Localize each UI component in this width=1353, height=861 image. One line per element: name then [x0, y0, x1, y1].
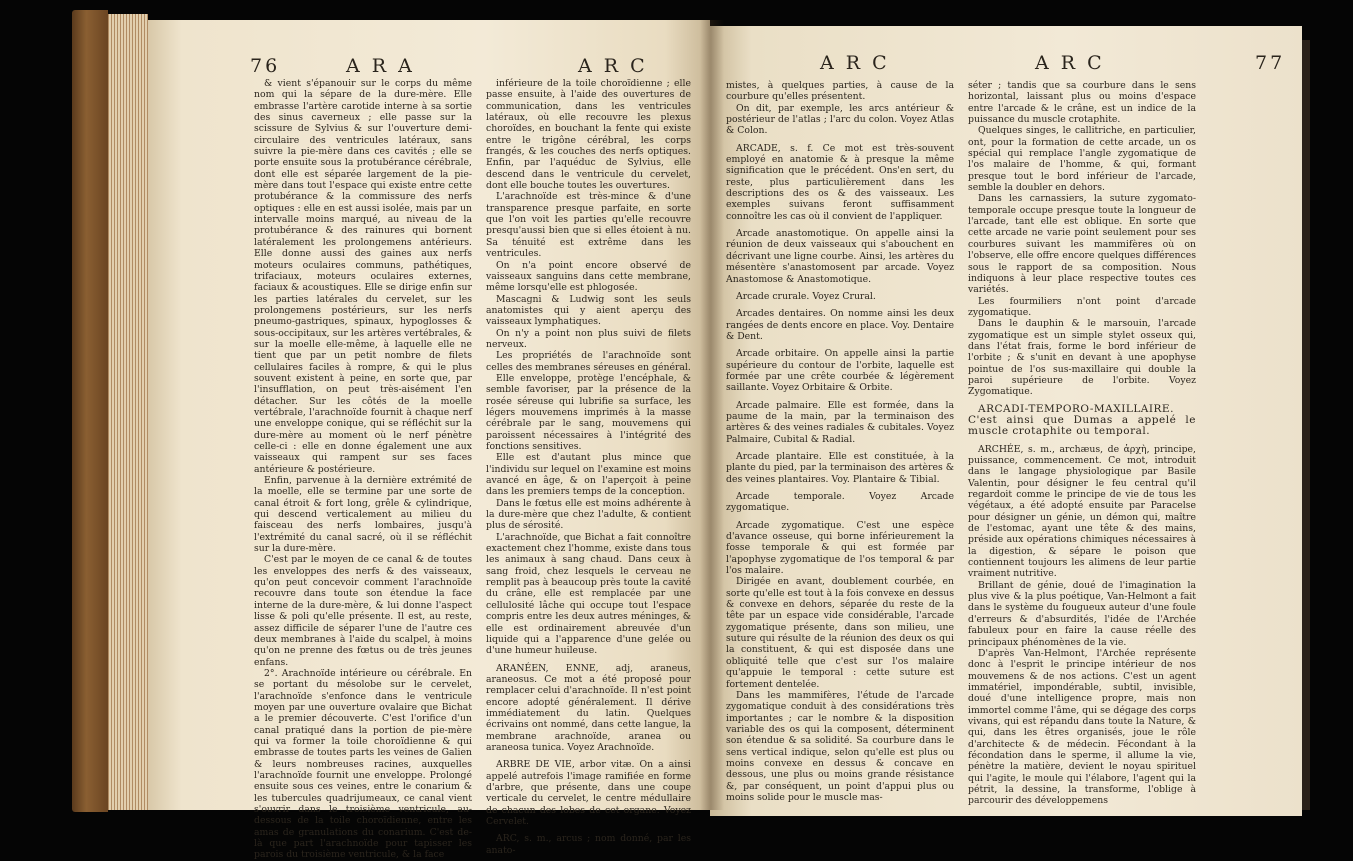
left-page-number: 76 [250, 55, 281, 77]
entry-arcadi-temporo-maxillaire: ARCADI-TEMPORO-MAXILLAIRE. C'est ainsi que Dumas a appelé le muscle crotaphite ou temporal. [968, 402, 1196, 438]
paragraph: Quelques singes, le callitriche, en particulier, ont, pour la formation de cette arcade, un os spécial qui remplace l'angle zygomatique de l'os malaire de l'homme, & qui, formant presque tout le bord inférieur de l'arcade, semble la doubler en dehors. [968, 125, 1196, 194]
left-column-1 [254, 78, 472, 861]
paragraph: Les fourmiliers n'ont point d'arcade zygomatique. [968, 295, 1196, 318]
entry-arcade-anastomotique: Arcade anastomotique. On appelle ainsi la réunion de deux vaisseaux qui s'abouchent en décrivant une ligne courbe. Ainsi, les artères du mésentère s'anastomosent par arcade. Voyez Anastomose & Anastomotique. [726, 228, 954, 285]
entry-arcade-orbitaire: Arcade orbitaire. On appelle ainsi la partie supérieure du contour de l'orbite, laquelle est formée par une crête courbée & légèrement saillante. Voyez Orbitaire & Orbite. [726, 348, 954, 394]
paragraph: mistes, à quelques parties, à cause de la courbure qu'elles présentent. [726, 80, 954, 103]
right-column-2 [968, 80, 1196, 810]
paragraph: & vient s'épanouir sur le corps du même nom qui la sépare de la dure-mère. Elle embrasse l'artère carotide interne à sa sortie des sinus caverneux ; elle passe sur la scissure de Sylvius & sur l'ouverture demi-circulaire des ventricules latéraux, sans suivre la pie-mère dans ces cavités ; elle se porte ensuite sous la protubérance cérébrale, dont elle est séparée largement de la pie-mère dans tout l'espace qui existe entre cette protubérance & la commissure des nerfs optiques : elle en est aussi isolée, mais par un intervalle moins marqué, au niveau de la protubérance & des rainures qui bornent latéralement les prolongemens antérieurs. Elle donne aussi des gaines aux nerfs moteurs oculaires communs, pathétiques, trifaciaux, moteurs oculaires externes, faciaux & acoustiques. Elle se dirige enfin sur les parties latérales du cervelet, sur les prolongemens postérieurs, sur les nerfs pneumo-gastriques, spinaux, hypoglosses & sous-occipitaux, sur les artères vertébrales, & sur la moelle elle-même, à laquelle elle ne tient que par un petit nombre de filets cellulaires faciles à rompre, & qui le plus souvent existent à peine, en sorte que, par l'insufflation, on peut très-aisément l'en détacher. Sur les côtés de la moelle vertébrale, l'arachnoïde fournit à chaque nerf une enveloppe conique, qui se réfléchit sur la dure-mère au moment où le nerf pénètre celle-ci : elle en donne également une aux vaisseaux qui rampent sur ses faces antérieure & postérieure. [254, 78, 472, 475]
entry-arcade-temporale: Arcade temporale. Voyez Arcade zygomatique. [726, 491, 954, 514]
entry-arcades-dentaires: Arcades dentaires. On nomme ainsi les deux rangées de dents encore en place. Voy. Dentaire & Dent. [726, 308, 954, 342]
paragraph: On n'y a point non plus suivi de filets nerveux. [486, 327, 691, 350]
page-edges [108, 14, 148, 810]
paragraph: séter ; tandis que sa courbure dans le sens horizontal, laissant plus ou moins d'espace entre l'arcade & le crâne, est un indice de la puissance du muscle crotaphite. [968, 80, 1196, 126]
paragraph: Brillant de génie, doué de l'imagination la plus vive & la plus poétique, Van-Helmont a fait dans le système du fougueux auteur d'une foule d'erreurs & d'absurdités, l'idée de l'Archée fabuleux pour en faire la cause réelle des principaux phénomènes de la vie. [968, 579, 1196, 648]
paragraph: Dans le fœtus elle est moins adhérente à la dure-mère que chez l'adulte, & contient plus de sérosité. [486, 497, 691, 532]
paragraph: Enfin, parvenue à la dernière extrémité de la moelle, elle se termine par une sorte de canal étroit & fort long, grêle & cylindrique, qui descend verticalement au milieu du faisceau des nerfs lombaires, jusqu'à l'extrémité du canal sacré, où il se réfléchit sur la dure-mère. [254, 475, 472, 555]
left-running-head-1: A R A [346, 55, 415, 77]
entry-arcade: ARCADE, s. f. Ce mot est très-souvent employé en anatomie & à presque la même signification que le précédent. Ons'en sert, du reste, plus particulièrement dans les descriptions des os & des vaisseaux. Les exemples suivans feront suffisamment connoître les cas où il convient de l'appliquer. [726, 142, 954, 222]
right-page [710, 26, 1302, 816]
paragraph: Les propriétés de l'arachnoïde sont celles des membranes séreuses en général. [486, 350, 691, 373]
paragraph: On n'a point encore observé de vaisseaux sanguins dans cette membrane, même lorsqu'elle est phlogosée. [486, 259, 691, 294]
left-page [148, 20, 710, 861]
paragraph: Elle est d'autant plus mince que l'individu sur lequel on l'examine est moins avancé en âge, & on l'aperçoit à peine dans les premiers temps de la conception. [486, 452, 691, 498]
paragraph: Dans les carnassiers, la suture zygomato-temporale occupe presque toute la longueur de l'arcade, tant elle est oblique. En sorte que cette arcade ne varie point seulement pour ses courbures suivant les mammifères où on l'observe, elle offre encore quelques différences sous le rapport de sa composition. Nous indiquons à leur place respective toutes ces variétés. [968, 193, 1196, 296]
paragraph: L'arachnoïde est très-mince & d'une transparence presque parfaite, en sorte que l'on voit les parties qu'elle recouvre presqu'aussi bien que si elles étoient à nu. Sa ténuité est extrême dans les ventricules. [486, 191, 691, 260]
entry-arbre-de-vie: ARBRE DE VIE, arbor vitæ. On a ainsi appelé autrefois l'image ramifiée en forme d'arbre, que présente, dans une coupe verticale du cervelet, le centre médullaire de chacun des lobes de cet organe. Voyez Cervelet. [486, 759, 691, 827]
paragraph: Dans le dauphin & le marsouin, l'arcade zygomatique est un simple stylet osseux qui, dans l'état frais, forme le bord inférieur de l'orbite ; & s'unit en devant à une apophyse pointue de l'os sus-maxillaire qui double la paroi supérieure de l'orbite. Voyez Zygomatique. [968, 318, 1196, 398]
paragraph: D'après Van-Helmont, l'Archée représente donc à l'esprit le principe intérieur de nos mouvemens & de nos actions. C'est un agent immatériel, impondérable, subtil, invisible, doué d'une intelligence propre, mais non immortel comme l'âme, qui se dégage des corps vivans, qui est répandu dans toute la Nature, & qui, dans les êtres organisés, joue le rôle d'architecte & de médecin. Fécondant à la fécondation dans le sperme, il allume la vie, pénètre la matière, devient le noyau spirituel qui l'agite, le moule qui l'élabore, l'agent qui la pétrit, la dessine, la transforme, l'oblige à parcourir des développemens [968, 647, 1196, 807]
paragraph: inférieure de la toile choroïdienne ; elle passe ensuite, à l'aide des ouvertures de communication, dans les ventricules latéraux, où elle recouvre les plexus choroïdes, en bouchant la fente qui existe entre le trigône cérébral, les corps frangés, & les couches des nerfs optiques. Enfin, par l'aquéduc de Sylvius, elle descend dans le ventricule du cervelet, dont elle bouche toutes les ouvertures. [486, 78, 691, 192]
entry-archee: ARCHÉE, s. m., archæus, de ἀρχὴ, principe, puissance, commencement. Ce mot, introduit dans le langage physiologique par Basile Valentin, pour désigner le feu central qu'il regardoit comme le principe de vie de tous les végétaux, a été adopté ensuite par Paracelse pour désigner un génie, un démon qui, maître de l'estomac, ayant une tête & des mains, préside aux opérations chimiques nécessaires à la digestion, & sépare le poison que contiennent toujours les alimens de leur partie vraiment nutritive. [968, 443, 1196, 580]
right-page-number: 77 [1255, 52, 1286, 74]
paragraph: Elle enveloppe, protège l'encéphale, & semble favoriser, par la présence de la rosée séreuse qui lubrifie sa surface, les légers mouvemens imprimés à la masse cérébrale par le sang, mouvemens qui paroissent nécessaires à l'intégrité des fonctions sensitives. [486, 372, 691, 452]
paragraph: L'arachnoïde, que Bichat a fait connoître exactement chez l'homme, existe dans tous les animaux à sang chaud. Dans ceux à sang froid, chez lesquels le cerveau ne remplit pas à beaucoup près toute la cavité du crâne, elle est remplacée par une cellulosité lâche qui occupe tout l'espace compris entre les deux autres méninges, & elle est ordinairement abreuvée d'un liquide qui a l'apparence d'une gelée ou d'une humeur huileuse. [486, 531, 691, 657]
entry-arcade-plantaire: Arcade plantaire. Elle est constituée, à la plante du pied, par la terminaison des artères & des veines plantaires. Voy. Plantaire & Tibial. [726, 450, 954, 485]
left-column-2 [486, 78, 691, 856]
book-cover-left [72, 10, 108, 812]
right-column-1 [726, 80, 954, 810]
paragraph: Dans les mammifères, l'étude de l'arcade zygomatique conduit à des considérations très importantes ; car le nombre & la disposition variable des os qui la composent, déterminent son étendue & sa solidité. Sa courbure dans le sens vertical indique, selon qu'elle est plus ou moins convexe en dessus & concave en dessous, une plus ou moins grande résistance &, par conséquent, un point d'appui plus ou moins solide pour le muscle mas- [726, 689, 954, 803]
entry-arcade-crurale: Arcade crurale. Voyez Crural. [736, 290, 876, 302]
right-running-head-2: A R C [1035, 52, 1105, 74]
paragraph: C'est par le moyen de ce canal & de toutes les enveloppes des nerfs & des vaisseaux, qu'on peut concevoir comment l'arachnoïde recouvre dans toute son étendue la face interne de la dure-mère, & lui donne l'aspect lisse & poli qu'elle présente. Il est, au reste, assez difficile de séparer l'une de l'autre ces deux membranes à l'aide du scalpel, à moins qu'on ne prenne des fœtus ou de très jeunes enfans. [254, 554, 472, 668]
entry-arc: ARC, s. m., arcus ; nom donné, par les anato- [486, 833, 691, 856]
entry-araneen: ARANÉEN, ENNE, adj, araneus, araneosus. Ce mot a été proposé pour remplacer celui d'arachnoïde. Il n'est point encore adopté généralement. Il dérive immédiatement du latin. Quelques écrivains ont nommé, dans cette langue, la membrane arachnoïde, aranea ou araneosa tunica. Voyez Arachnoïde. [486, 662, 691, 753]
paragraph: 2°. Arachnoïde intérieure ou cérébrale. En se portant du mésolobe sur le cervelet, l'arachnoïde s'enfonce dans le ventricule moyen par une ouverture ovalaire que Bichat a le premier découverte. C'est l'orifice d'un canal pratiqué dans la portion de pie-mère qui va former la toile choroïdienne & qui embrasse de toutes parts les veines de Galien & leurs nombreuses racines, auxquelles l'arachnoïde fournit une enveloppe. Prolongé ensuite sous ces veines, entre le conarium & les tubercules quadrijumeaux, ce canal vient s'ouvrir dans le troisième ventricule, au-dessous de la toile choroïdienne, entre les amas de granulations du conarium. C'est de-là que part l'arachnoïde pour tapisser les parois du troisième ventricule, & la face [254, 667, 472, 861]
right-running-head-1: A R C [820, 52, 890, 74]
entry-arcade-palmaire: Arcade palmaire. Elle est formée, dans la paume de la main, par la terminaison des artères & des veines radiales & cubitales. Voyez Palmaire, Cubital & Radial. [726, 399, 954, 445]
paragraph: On dit, par exemple, les arcs antérieur & postérieur de l'atlas ; l'arc du colon. Voyez Atlas & Colon. [726, 102, 954, 137]
paragraph: Dirigée en avant, doublement courbée, en sorte qu'elle est tout à la fois convexe en dessus & convexe en dehors, séparée du reste de la tête par un espace vide considérable, l'arcade zygomatique présente, dans son milieu, une suture qui résulte de la réunion des deux os qui la constituent, & qui est disposée dans une obliquité telle que c'est sur l'os malaire qu'appuie le temporal : cette suture est fortement dentelée. [726, 576, 954, 690]
entry-arcade-zygomatique: Arcade zygomatique. C'est une espèce d'avance osseuse, qui borne inférieurement la fosse temporale & qui est formée par l'apophyse zygomatique de l'os temporal & par l'os malaire. [726, 519, 954, 577]
left-running-head-2: A R C [578, 55, 648, 77]
paragraph: Mascagni & Ludwig sont les seuls anatomistes qui y aient aperçu des vaisseaux lymphatiques. [486, 293, 691, 328]
